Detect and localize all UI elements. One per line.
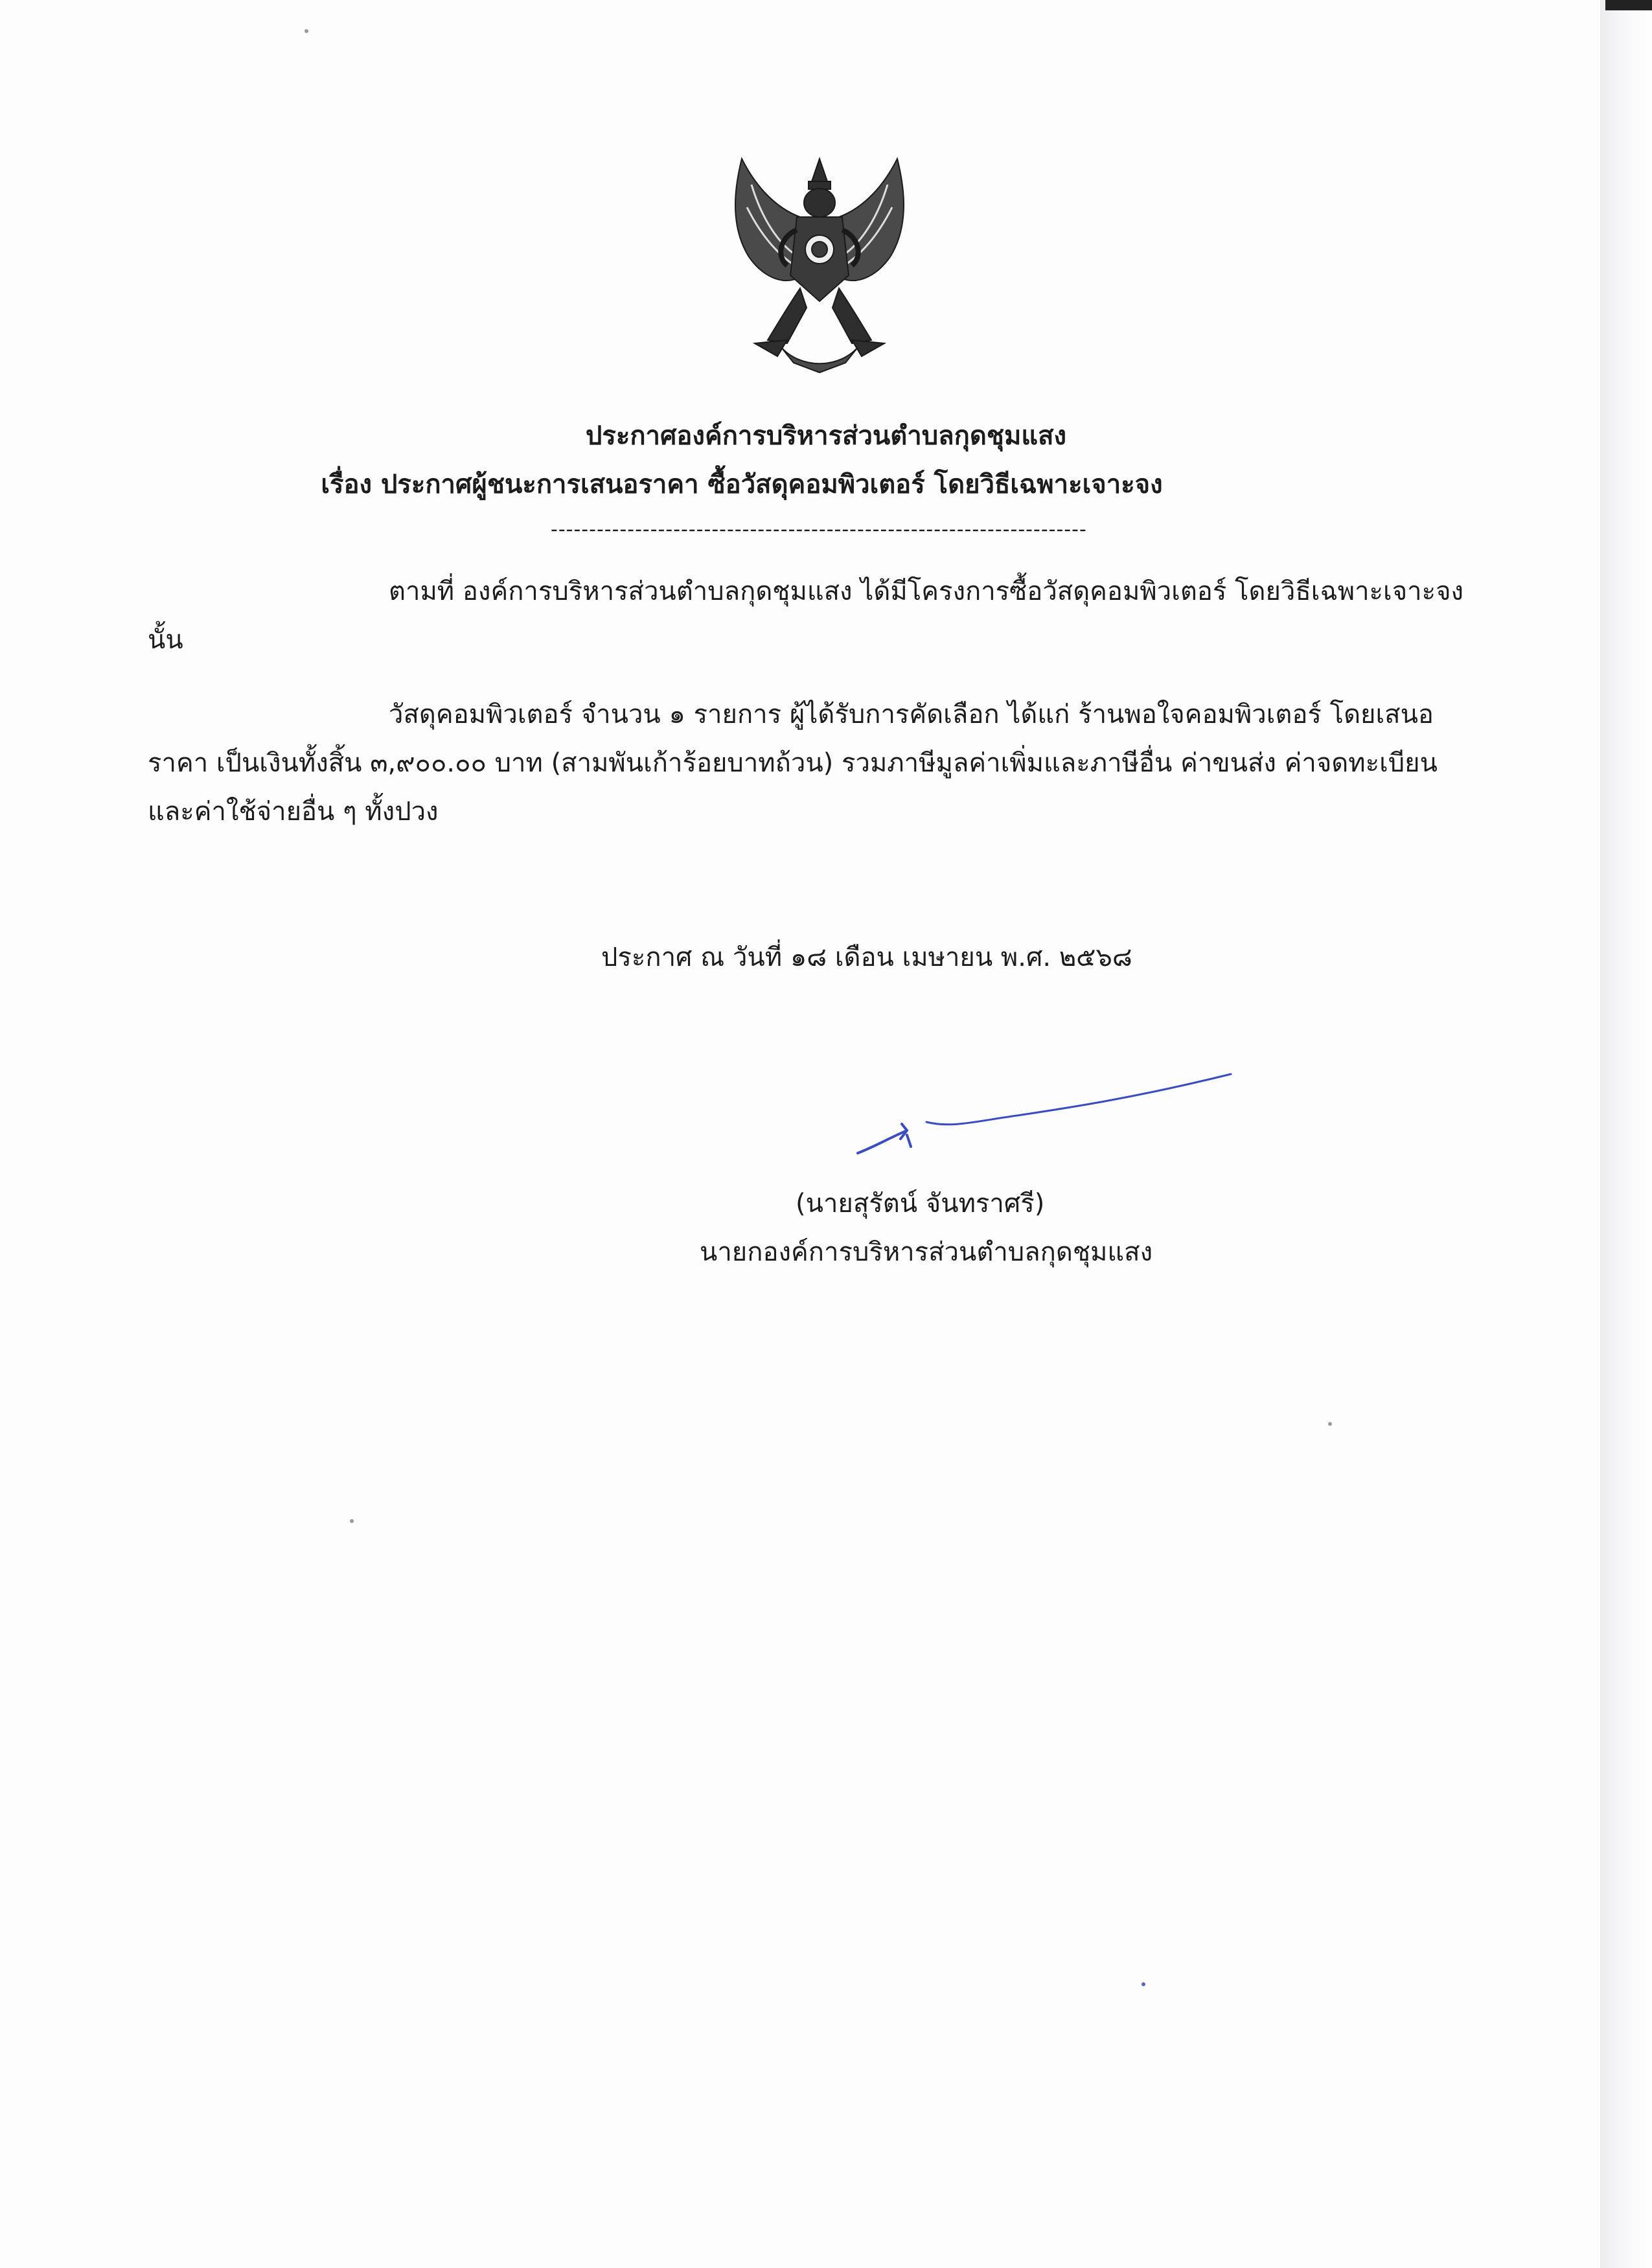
announcement-date: ประกาศ ณ วันที่ ๑๘ เดือน เมษายน พ.ศ. ๒๕๖๘ [601, 943, 1132, 972]
announcement-title: ประกาศองค์การบริหารส่วนตำบลกุดชุมแสง [585, 421, 1067, 451]
signature-mark [849, 1062, 1250, 1160]
paragraph-1-line-2: นั้น [148, 625, 183, 655]
scan-corner-mark [1605, 0, 1652, 10]
scan-speck [350, 1519, 354, 1523]
paragraph-2-line-2: ราคา เป็นเงินทั้งสิ้น ๓,๙๐๐.๐๐ บาท (สามพันเก้าร้อยบาทถ้วน) รวมภาษีมูลค่าเพิ่มและภาษีอื่น ค่าขนส่ง ค่าจดทะเบียน [148, 748, 1438, 778]
scan-speck [304, 29, 308, 33]
garuda-emblem-icon [716, 146, 923, 379]
announcement-subject: เรื่อง ประกาศผู้ชนะการเสนอราคา ซื้อวัสดุคอมพิวเตอร์ โดยวิธีเฉพาะเจาะจง [321, 470, 1163, 499]
scan-speck [1141, 1982, 1145, 1986]
signatory-name: (นายสุรัตน์ จันทราศรี) [796, 1189, 1045, 1219]
header-separator: ---------------------------------------------------------------------- [551, 518, 1087, 541]
paragraph-2-line-3: และค่าใช้จ่ายอื่น ๆ ทั้งปวง [148, 797, 439, 827]
signatory-position: นายกองค์การบริหารส่วนตำบลกุดชุมแสง [700, 1237, 1153, 1267]
page-edge-shadow [1600, 0, 1652, 2268]
paragraph-1-line-1: ตามที่ องค์การบริหารส่วนตำบลกุดชุมแสง ได้มีโครงการซื้อวัสดุคอมพิวเตอร์ โดยวิธีเฉพาะเจาะจง [389, 577, 1464, 606]
paragraph-2-line-1: วัสดุคอมพิวเตอร์ จำนวน ๑ รายการ ผู้ได้รับการคัดเลือก ได้แก่ ร้านพอใจคอมพิวเตอร์ โดยเสนอ [389, 700, 1434, 729]
scan-speck [1328, 1422, 1332, 1426]
